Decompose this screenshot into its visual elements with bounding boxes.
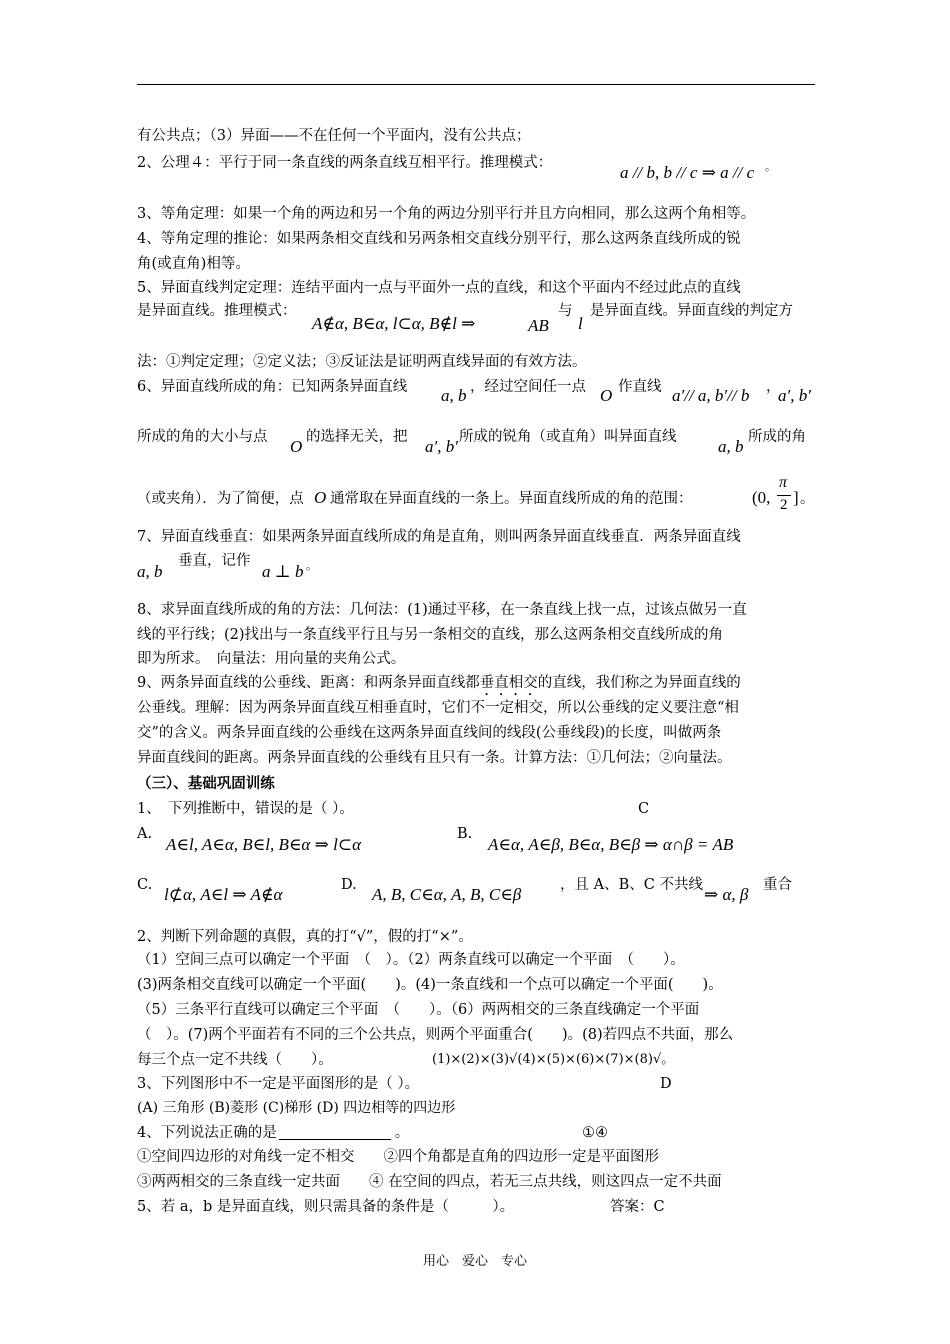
line-11-mid: 通常取在异面直线的一条上。异面直线所成的角的范围： bbox=[330, 491, 693, 507]
option-d-formula: A, B, C∈α, A, B, C∈β bbox=[372, 885, 522, 904]
question-5-answer: 答案：C bbox=[610, 1199, 665, 1215]
option-d-text-2: 重合 bbox=[763, 877, 792, 893]
line-9-zuo: 作直线 bbox=[618, 379, 662, 395]
period-mark-2: 。 bbox=[306, 559, 317, 572]
option-b-label: B. bbox=[457, 826, 473, 842]
option-d-label: D. bbox=[341, 877, 357, 893]
question-4 bbox=[137, 1124, 409, 1142]
line-20: 异面直线间的距离。两条异面直线的公垂线有且只有一条。计算方法：①几何法；②向量法。 bbox=[137, 750, 732, 766]
line-10-mid2: 所成的锐角（或直角）叫异面直线 bbox=[459, 429, 677, 445]
axiom-4-formula: a // b, b // c ⇒ a // c bbox=[620, 163, 755, 182]
section-title: （三）、基础巩固训练 bbox=[137, 775, 275, 792]
question-2-line-b: (3)两条相交直线可以确定一个平面( )。(4)一条直线和一个点可以确定一个平面( )。 bbox=[137, 977, 723, 993]
ab-symbol: AB bbox=[528, 316, 549, 335]
line-4: 4、等角定理的推论：如果两条相交直线和另两条相交直线分别平行，那么这两条直线所成的锐 bbox=[137, 231, 741, 247]
question-1: 1、 下列推断中，错误的是（ ）。 bbox=[137, 801, 354, 817]
line-19: 交”的含义。两条异面直线的公垂线在这两条异面直线间的线段(公垂线段)的长度，叫做两条 bbox=[137, 725, 722, 741]
question-2-line-e: 每三个点一定不共线（ ）。 bbox=[137, 1052, 333, 1068]
question-4-answer: ①④ bbox=[582, 1125, 608, 1141]
ab-symbol-3: a, b bbox=[718, 437, 744, 456]
ab-prime: a′, b′ bbox=[778, 386, 811, 405]
line-15: 线的平行线；(2)找出与一条直线平行且与另一条相交的直线，那么这两条相交直线所成的角 bbox=[137, 627, 724, 643]
option-a-label: A. bbox=[137, 826, 153, 842]
pi-symbol: π bbox=[779, 474, 788, 491]
two-symbol: 2 bbox=[780, 497, 788, 513]
line-9-prefix: 6、异面直线所成的角：已知两条异面直线 bbox=[137, 379, 408, 395]
point-o-2: O bbox=[290, 437, 303, 456]
option-d-formula-2: ⇒ α, β bbox=[704, 885, 749, 904]
line-6: 5、异面直线判定定理：连结平面内一点与平面外一点的直线，和这个平面内不经过此点的直线 bbox=[137, 280, 741, 296]
line-11-prefix: （或夹角）．为了简便，点 bbox=[137, 491, 304, 507]
comma: ， bbox=[766, 379, 781, 395]
line-5: 角(或直角)相等。 bbox=[137, 256, 250, 272]
line-18: 公垂线。理解：因为两条异面直线互相垂直时，它们不一定相交，所以公垂线的定义要注意“相 bbox=[137, 700, 739, 716]
question-4-line-b: ③两两相交的三条直线一定共面 ④ 在空间的四点，若无三点共线，则这四点一定不共面 bbox=[137, 1174, 722, 1190]
question-4-line-a: ①空间四边形的对角线一定不相交 ②四个角都是直角的四边形一定是平面图形 bbox=[137, 1149, 659, 1165]
question-4-text: 4、下列说法正确的是 bbox=[137, 1125, 277, 1141]
page-footer: 用心 爱心 专心 bbox=[422, 1254, 527, 1269]
line-10-mid: 的选择无关，把 bbox=[306, 429, 408, 445]
line-11-end: 。 bbox=[800, 491, 815, 507]
line-17-suffix: 的直线，我们称之为异面直线的 bbox=[537, 675, 741, 691]
perp-formula: a ⊥ b bbox=[262, 562, 304, 581]
question-3-options: (A) 三角形 (B)菱形 (C)梯形 (D) 四边相等的四边形 bbox=[137, 1100, 456, 1116]
l-symbol: l bbox=[578, 314, 583, 333]
line-17-prefix: 9、两条异面直线的公垂线、距离：和两条异面直线都 bbox=[137, 675, 480, 691]
question-4-end: 。 bbox=[394, 1125, 410, 1141]
line-1: 有公共点；（3）异面——不在任何一个平面内，没有公共点； bbox=[137, 128, 531, 144]
period-mark: 。 bbox=[765, 160, 776, 173]
range-right: ] bbox=[793, 488, 799, 507]
line-7-suffix: 是异面直线。异面直线的判定方 bbox=[590, 303, 793, 319]
range-left: (0, bbox=[752, 488, 771, 507]
emphasis-text: 垂直相交 bbox=[479, 675, 538, 691]
line-12: 7、异面直线垂直：如果两条异面直线所成的角是直角，则叫两条异面直线垂直．两条异面直线 bbox=[137, 529, 741, 545]
point-o-3: O bbox=[314, 488, 327, 507]
option-b-formula: A∈α, A∈β, B∈α, B∈β ⇒ α∩β = AB bbox=[488, 835, 734, 854]
line-8: 法：①判定定理；②定义法；③反证法是证明两直线异面的有效方法。 bbox=[137, 354, 587, 370]
option-c-formula: l⊄α, A∈l ⇒ A∉α bbox=[164, 885, 283, 904]
axiom-4 bbox=[137, 154, 552, 172]
line-13-text: 垂直，记作 bbox=[178, 553, 251, 569]
question-3: 3、下列图形中不一定是平面图形的是（ ）。 bbox=[137, 1076, 420, 1092]
point-o: O bbox=[600, 386, 613, 405]
fraction-bar bbox=[777, 495, 791, 496]
header-rule bbox=[137, 84, 815, 85]
parallel-formula: a′// a, b′// b bbox=[672, 386, 750, 405]
line-10-suffix: 所成的角 bbox=[748, 429, 806, 445]
yu-text: 与 bbox=[558, 303, 573, 319]
line-14: 8、求异面直线所成的角的方法：几何法：(1)通过平移，在一条直线上找一点，过该点做另一直 bbox=[137, 602, 747, 618]
line-7-prefix: 是异面直线。推理模式： bbox=[137, 303, 297, 319]
line-3: 3、等角定理：如果一个角的两边和另一个角的两边分别平行并且方向相同，那么这两个角相等。 bbox=[137, 206, 756, 222]
ab-prime-2: a′, b′ bbox=[425, 437, 458, 456]
option-c-label: C. bbox=[137, 877, 153, 893]
question-2-line-a: （1）空间三点可以确定一个平面 （ ）。（2）两条直线可以确定一个平面 （ ）。 bbox=[137, 952, 685, 968]
ab-symbol-2: a, b bbox=[441, 386, 467, 405]
question-2-line-d: （ ）。(7)两个平面若有不同的三个公共点，则两个平面重合( )。(8)若四点不共面，那么 bbox=[137, 1027, 734, 1043]
question-5: 5、若 a，b 是异面直线，则只需具备的条件是（ ）。 bbox=[137, 1199, 515, 1215]
question-1-answer: C bbox=[638, 801, 650, 817]
question-2-line-c: （5）三条平行直线可以确定三个平面 （ ）。（6）两两相交的三条直线确定一个平面 bbox=[137, 1002, 700, 1018]
option-a-formula: A∈l, A∈α, B∈l, B∈α ⇒ l⊂α bbox=[166, 835, 361, 854]
question-2: 2、判断下列命题的真假，真的打“√”，假的打“×”。 bbox=[137, 929, 473, 945]
line-10-prefix: 所成的角的大小与点 bbox=[137, 429, 268, 445]
theorem-formula: A∉α, B∈α, l⊂α, B∉l ⇒ bbox=[312, 314, 476, 333]
ab-symbol-4: a, b bbox=[137, 562, 163, 581]
line-16: 即为所求。 向量法：用向量的夹角公式。 bbox=[137, 651, 406, 667]
question-2-answer: (1)×(2)×(3)√(4)×(5)×(6)×(7)×(8)√。 bbox=[432, 1052, 675, 1067]
line-17 bbox=[137, 674, 741, 699]
line-9-mid: ，经过空间任一点 bbox=[470, 379, 586, 395]
option-d-text: ，且 A、B、C 不共线 bbox=[560, 877, 703, 893]
answer-blank bbox=[279, 1124, 391, 1140]
axiom-4-text: 2、公理４：平行于同一条直线的两条直线互相平行。推理模式： bbox=[137, 155, 553, 171]
question-3-answer: D bbox=[660, 1076, 672, 1092]
